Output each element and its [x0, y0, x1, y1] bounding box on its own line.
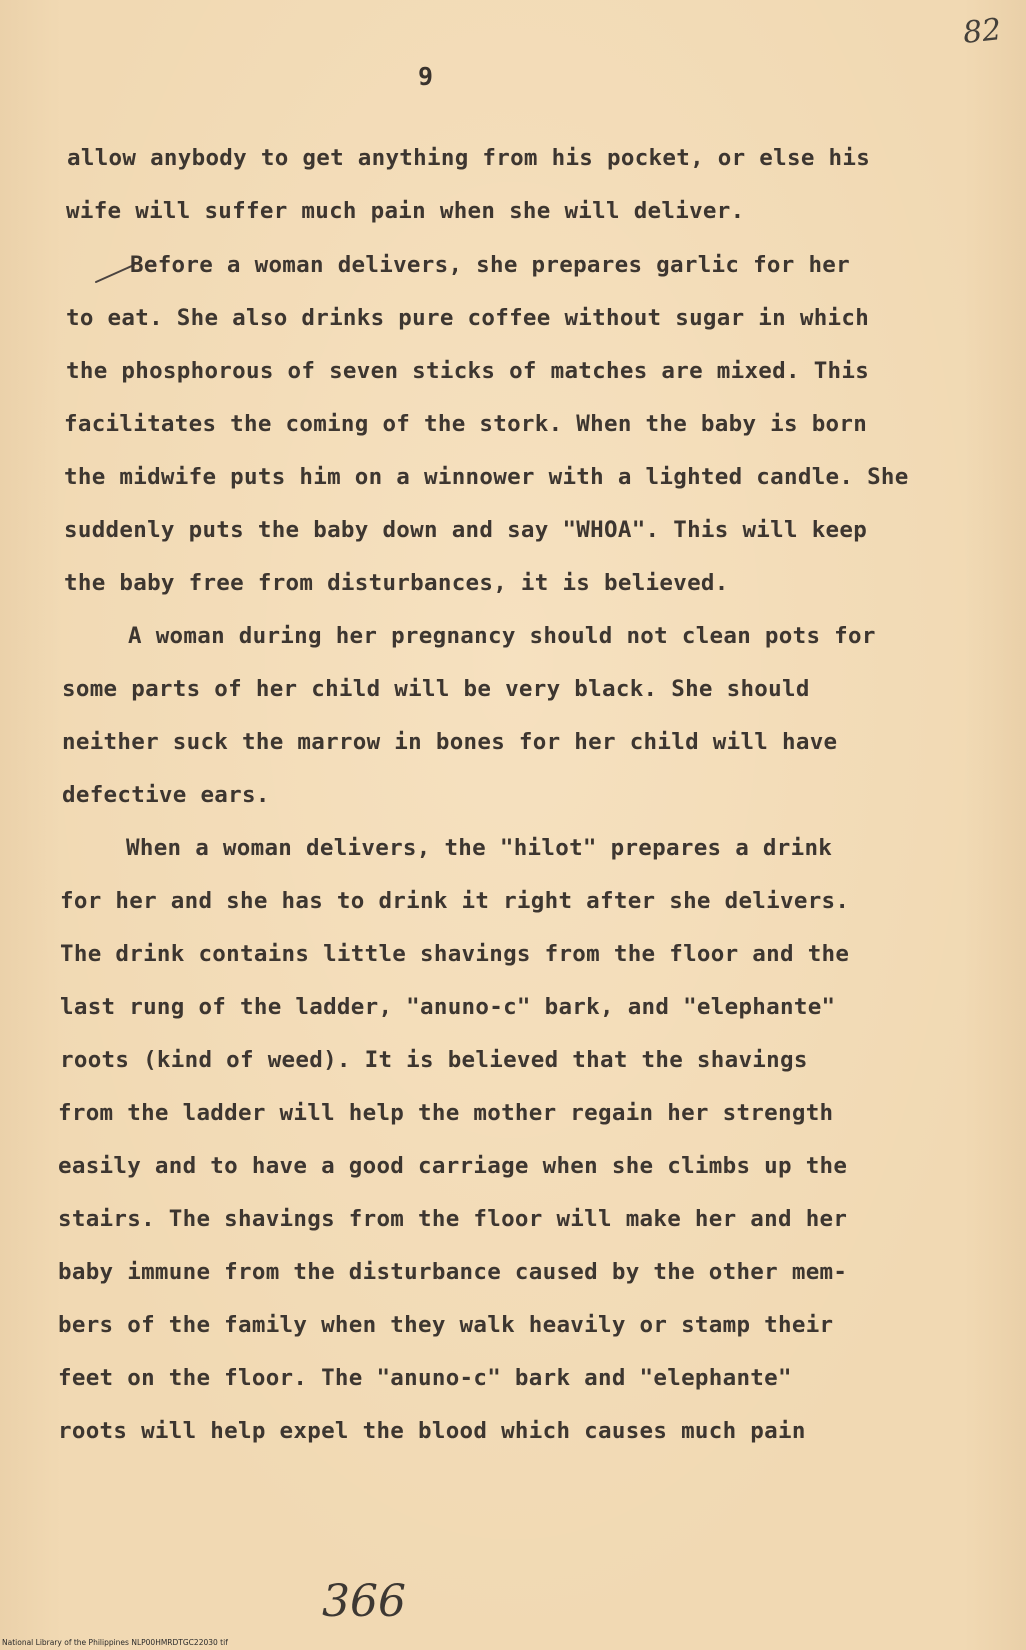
text-line: to eat. She also drinks pure coffee without sugar in which — [66, 305, 870, 331]
text-line: for her and she has to drink it right after she delivers. — [60, 888, 850, 914]
text-line: stairs. The shavings from the floor will make her and her — [58, 1206, 848, 1232]
text-line: roots will help expel the blood which causes much pain — [58, 1418, 806, 1444]
archive-footer: National Library of the Philippines NLP00HMRDTGC22030 tif — [2, 1638, 228, 1647]
text-line: suddenly puts the baby down and say "WHOA". This will keep — [64, 517, 868, 543]
text-line: the midwife puts him on a winnower with a lighted candle. She — [64, 464, 909, 490]
text-line: the baby free from disturbances, it is believed. — [64, 570, 729, 596]
text-line: from the ladder will help the mother regain her strength — [58, 1100, 834, 1126]
handwritten-folio-number: 82 — [961, 12, 1003, 51]
text-line: the phosphorous of seven sticks of matches are mixed. This — [66, 358, 870, 384]
text-line: allow anybody to get anything from his pocket, or else his — [67, 145, 871, 171]
text-line: defective ears. — [62, 782, 270, 808]
text-line: bers of the family when they walk heavily or stamp their — [58, 1312, 834, 1338]
text-line: last rung of the ladder, "anuno-c" bark, and "elephante" — [60, 994, 836, 1020]
text-line: easily and to have a good carriage when she climbs up the — [58, 1153, 848, 1179]
text-line: Before a woman delivers, she prepares garlic for her — [130, 252, 850, 278]
text-line: neither suck the marrow in bones for her child will have — [62, 729, 838, 755]
text-line: baby immune from the disturbance caused by the other mem- — [58, 1259, 848, 1285]
text-line: some parts of her child will be very black. She should — [62, 676, 810, 702]
page-number: 9 — [418, 62, 434, 91]
text-line: feet on the floor. The "anuno-c" bark and "elephante" — [58, 1365, 792, 1391]
handwritten-page-number: 366 — [322, 1576, 406, 1627]
text-line: A woman during her pregnancy should not clean pots for — [128, 623, 876, 649]
text-line: The drink contains little shavings from the floor and the — [60, 941, 850, 967]
text-line: roots (kind of weed). It is believed that the shavings — [60, 1047, 808, 1073]
text-line: When a woman delivers, the "hilot" prepares a drink — [126, 835, 833, 861]
text-line: facilitates the coming of the stork. When the baby is born — [64, 411, 868, 437]
text-line: wife will suffer much pain when she will deliver. — [66, 198, 745, 224]
